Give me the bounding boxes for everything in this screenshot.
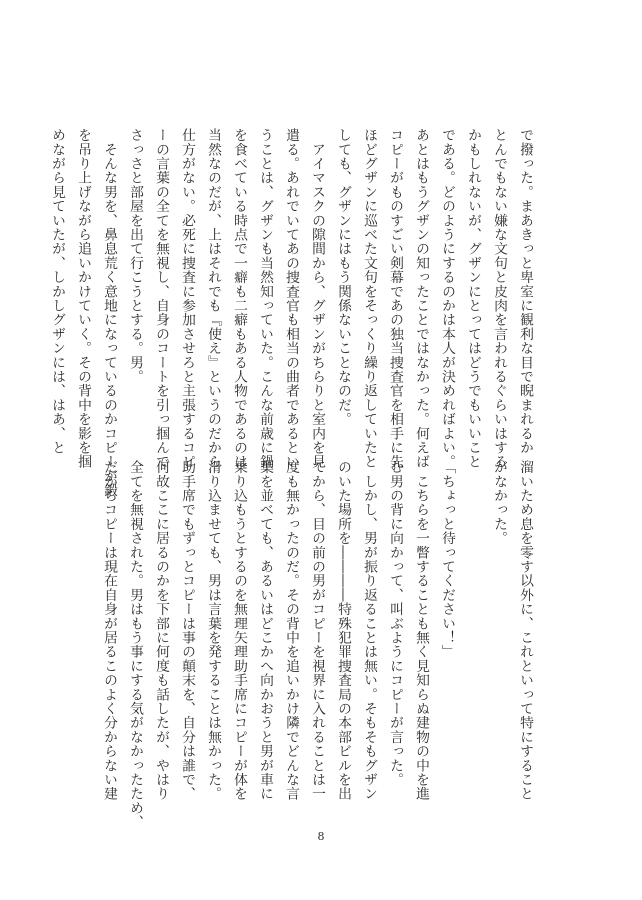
text-column: ほどグザンに巡べた文句をそっくり繰り返していたと [361,128,377,469]
text-column: を食べている時点で一癖も二癖もある人物であるのは [231,128,247,469]
text-column: こちらを一瞥することも無く見知らぬ建物の中を進 [413,460,429,801]
text-column: かもしれないが、グザンにとってはどうでもいいこと [465,128,481,469]
text-column: 助手席でもずっとコピーは事の顛末を、自分は誰で、 [179,460,195,801]
text-column: で撥った。まあきっと卑室に観利な目で睨まれるか [517,128,533,455]
upper-text-block [44,128,538,498]
text-column: さっさと部屋を出て行こうとする。男。 [127,128,143,384]
text-column: コピーがものすごい剣幕であの独当捜査官を相手に先 [387,128,403,469]
text-column: ーの言葉の全てを無視し、自身のコートを引っ掴んで [153,128,169,469]
text-column: がなかった。 [491,460,507,546]
text-column: 全てを無視された。男はもう事にする気がなかったため、 [127,460,143,830]
text-column: 乗り込もうとするのを無理矢理助手席にコピーが体を [231,460,247,801]
text-column: 遣る。あれでいてあの捜査官も相当の曲者であるとい [283,128,299,469]
text-column: のいた場所を――――特殊犯罪捜査局の本部ビルを出 [335,460,351,801]
page-number: 8 [317,830,325,843]
text-column: 何故ここに居るのかを下部に何度も話したが、やはり [153,460,169,801]
text-column: てから、目の前の男がコピーを視界に入れることは一 [309,460,325,801]
text-column: 葉を並べても、あるいはどこかへ向かおうと男が車に [257,460,273,801]
text-column: 滑り込ませても、男は言葉を発することは無かった。 [205,460,221,801]
text-column: 溜いため息を零す以外に、これといって特にすること [517,460,533,801]
text-column: む男の背に向かって、叫ぶようにコピーが言った。 [387,460,403,787]
text-column: とんでもない嫌な文句と皮肉を言われるぐらいはする [491,128,507,469]
lower-text-block [96,460,538,830]
text-column: そんな男を、鼻息荒く意地になっているのかコピーが鍛 [101,128,117,498]
text-column: だからコピーは現在自身が居るこのよく分からない建 [101,460,117,801]
text-column: である。どのようにするのかは本人が決めればよい。 [439,128,455,469]
text-column: 当然なのだが、上はそれでも『使え』というのだから [205,128,221,469]
text-column: を吊り上げながら追いかけていく。その背中を影を掴 [75,128,91,469]
text-column: しても、グザンにはもう関係ないことなのだ。 [335,128,351,427]
text-column: うことは、グザンも当然知っていた。こんな前歳に鍋 [257,128,273,469]
text-column: めながら見ていたが、しかしグザンには、はあ、と [49,128,65,455]
text-column: アイマスクの隙間から、グザンがちらりと室内を見 [309,128,325,469]
text-column: しかし、男が振り返ることは無い。そもそもグザン [361,460,377,801]
text-column: 度も無かったのだ。その背中を追いかけ隣でどんな言 [283,460,299,801]
text-column: 「ちょっと待ってください！」 [439,460,455,659]
text-column: 仕方がない。必死に捜査に参加させろと主張するコピ [179,128,195,469]
text-column: あとはもうグザンの知ったことではなかった。何えば [413,128,429,469]
